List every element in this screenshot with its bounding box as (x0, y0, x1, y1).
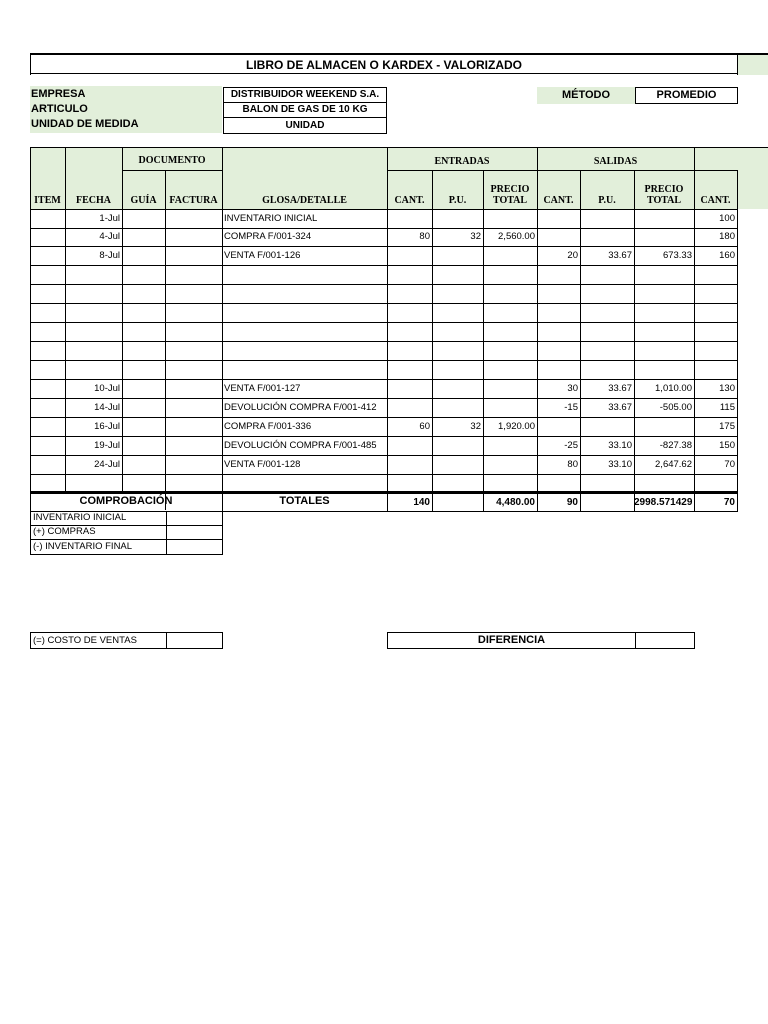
title-bar (30, 53, 768, 74)
cell-e-pu (432, 323, 483, 341)
cell-e-cant (387, 437, 432, 455)
articulo-label: ARTICULO (31, 103, 88, 115)
cell-saldo: 115 (719, 402, 735, 413)
cell-glosa: INVENTARIO INICIAL (224, 213, 318, 224)
header-entradas: ENTRADAS (434, 156, 490, 167)
cell-s-pu: 33.67 (608, 402, 632, 413)
cell-e-pu (432, 437, 483, 455)
cell-s-pu (580, 418, 634, 436)
cell-s-cant (537, 323, 580, 341)
cell-e-total (483, 210, 537, 228)
cell-fecha: 4-Jul (99, 231, 120, 242)
cell-e-total (483, 342, 537, 360)
cell-saldo: 100 (719, 213, 735, 224)
cell-s-total: 2,647.62 (655, 459, 692, 470)
unidad-value: UNIDAD (223, 117, 387, 134)
cell-e-total: 2,560.00 (498, 231, 535, 242)
cell-saldo (694, 342, 737, 360)
cell-s-total: 1,010.00 (655, 383, 692, 394)
header-glosa: GLOSA/DETALLE (262, 195, 347, 206)
cell-s-cant (537, 285, 580, 303)
cell-fecha: 10-Jul (94, 383, 120, 394)
cell-e-cant (387, 380, 432, 398)
cell-e-total (483, 323, 537, 341)
cell-s-pu (580, 210, 634, 228)
cell-e-pu (432, 304, 483, 322)
cell-e-pu (432, 266, 483, 284)
page-title: LIBRO DE ALMACEN O KARDEX - VALORIZADO (30, 55, 738, 75)
cell-s-total: -827.38 (659, 440, 692, 451)
comp-inventario-final: (-) INVENTARIO FINAL (33, 541, 133, 552)
header-factura: FACTURA (169, 195, 218, 206)
cell-s-pu: 33.67 (608, 250, 632, 261)
header-documento: DOCUMENTO (138, 155, 206, 166)
header-guia: GUÍA (130, 195, 157, 206)
cell-glosa (222, 285, 387, 303)
cell-s-total: 673.33 (662, 250, 692, 261)
comp-compras: (+) COMPRAS (33, 526, 96, 537)
total-salidas-cant: 90 (566, 497, 578, 508)
cell-s-pu (580, 304, 634, 322)
cell-saldo: 130 (719, 383, 735, 394)
cell-e-cant (387, 361, 432, 379)
cell-e-total (483, 380, 537, 398)
header-entradas-precio-line2: TOTAL (492, 195, 528, 206)
header-bottom-border (30, 209, 737, 210)
cell-e-pu: 32 (470, 421, 481, 432)
cell-s-total (634, 266, 694, 284)
cell-fecha (65, 323, 122, 341)
total-salidas-total: 2998.571429 (634, 497, 693, 508)
header-fecha: FECHA (76, 195, 111, 206)
header-salidas-precio-line2: TOTAL (646, 195, 682, 206)
cell-glosa (222, 361, 387, 379)
cell-e-cant (387, 210, 432, 228)
cell-s-cant (537, 342, 580, 360)
empresa-label: EMPRESA (31, 88, 86, 100)
cell-saldo: 175 (719, 421, 735, 432)
cell-s-total (634, 323, 694, 341)
cell-saldo (694, 266, 737, 284)
cell-fecha: 16-Jul (94, 421, 120, 432)
cell-saldo: 150 (719, 440, 735, 451)
costo-ventas-box (30, 632, 223, 649)
cell-e-pu (432, 380, 483, 398)
total-saldo-cant: 70 (723, 497, 735, 508)
cell-fecha (65, 304, 122, 322)
cell-s-pu (580, 361, 634, 379)
unidad-label: UNIDAD DE MEDIDA (31, 118, 139, 130)
header-entradas-precio-line1: PRECIO (490, 184, 530, 195)
header-salidas-pu: P.U. (598, 195, 616, 206)
cell-s-pu (580, 285, 634, 303)
cell-e-pu: 32 (470, 231, 481, 242)
cell-e-total (483, 399, 537, 417)
cell-e-total (483, 361, 537, 379)
cell-e-pu (432, 285, 483, 303)
cell-fecha (65, 361, 122, 379)
cell-e-total (483, 304, 537, 322)
header-entradas-precio (483, 184, 537, 208)
cell-glosa: COMPRA F/001-336 (224, 421, 312, 432)
cell-fecha (65, 342, 122, 360)
header-salidas-precio-line1: PRECIO (644, 184, 684, 195)
cell-e-total (483, 456, 537, 474)
cell-s-pu (580, 266, 634, 284)
cell-e-cant (387, 247, 432, 265)
cell-glosa (222, 342, 387, 360)
cell-saldo (694, 285, 737, 303)
cell-saldo: 180 (719, 231, 735, 242)
header-salidas-cant: CANT. (543, 195, 574, 206)
cell-s-cant (537, 304, 580, 322)
cell-e-pu (432, 361, 483, 379)
cell-e-cant (387, 285, 432, 303)
cell-s-total (634, 228, 694, 246)
cell-saldo: 70 (724, 459, 735, 470)
cell-glosa (222, 266, 387, 284)
cell-e-cant: 60 (419, 421, 430, 432)
header-entradas-cant: CANT. (394, 195, 425, 206)
cell-fecha: 8-Jul (99, 250, 120, 261)
cell-e-cant (387, 266, 432, 284)
cell-fecha (65, 266, 122, 284)
header-salidas: SALIDAS (593, 156, 638, 167)
cell-s-cant (537, 361, 580, 379)
cell-glosa: DEVOLUCIÓN COMPRA F/001-485 (224, 440, 377, 451)
diferencia-box (387, 632, 695, 649)
cell-s-pu: 33.10 (608, 440, 632, 451)
cell-s-cant: 80 (567, 459, 578, 470)
cell-e-total (483, 437, 537, 455)
cell-e-pu (432, 399, 483, 417)
cell-s-total (634, 210, 694, 228)
cell-s-total (634, 304, 694, 322)
cell-saldo: 160 (719, 250, 735, 261)
comp-inventario-inicial: INVENTARIO INICIAL (33, 512, 127, 523)
cell-s-total (634, 361, 694, 379)
cell-s-pu: 33.10 (608, 459, 632, 470)
cell-fecha: 24-Jul (94, 459, 120, 470)
cell-fecha: 14-Jul (94, 402, 120, 413)
cell-e-pu (432, 342, 483, 360)
cell-e-cant (387, 304, 432, 322)
comprobacion-table (30, 511, 223, 555)
cell-s-total (634, 342, 694, 360)
cell-e-pu (432, 456, 483, 474)
cell-s-pu (580, 342, 634, 360)
cell-s-cant (537, 228, 580, 246)
cell-e-cant (387, 456, 432, 474)
cell-glosa (222, 304, 387, 322)
total-entradas-total: 4,480.00 (496, 497, 535, 508)
cell-s-cant: -25 (564, 440, 578, 451)
cell-saldo (694, 304, 737, 322)
header-saldo-cant: CANT. (700, 195, 731, 206)
total-entradas-cant: 140 (413, 497, 430, 508)
cell-glosa: VENTA F/001-128 (224, 459, 301, 470)
cell-e-total (483, 285, 537, 303)
header-item: ITEM (34, 195, 61, 206)
cell-s-cant (537, 266, 580, 284)
cell-glosa: VENTA F/001-126 (224, 250, 301, 261)
cell-saldo (694, 361, 737, 379)
articulo-value: BALON DE GAS DE 10 KG (223, 102, 387, 118)
header-salidas-precio (634, 184, 694, 208)
cell-s-cant: 30 (567, 383, 578, 394)
metodo-label: MÉTODO (537, 87, 635, 104)
cell-glosa: DEVOLUCIÓN COMPRA F/001-412 (224, 402, 377, 413)
cell-e-pu (432, 210, 483, 228)
cell-e-pu (432, 247, 483, 265)
costo-ventas-label: (=) COSTO DE VENTAS (33, 635, 137, 646)
cell-fecha: 19-Jul (94, 440, 120, 451)
cell-e-total: 1,920.00 (498, 421, 535, 432)
comprobacion-label: COMPROBACIÓN (79, 495, 173, 507)
cell-glosa (222, 323, 387, 341)
cell-e-cant (387, 342, 432, 360)
cell-e-total (483, 266, 537, 284)
cell-s-cant (537, 210, 580, 228)
cell-e-cant (387, 323, 432, 341)
cell-glosa: COMPRA F/001-324 (224, 231, 312, 242)
cell-e-total (483, 247, 537, 265)
totales-label: TOTALES (279, 495, 330, 507)
diferencia-label: DIFERENCIA (477, 634, 546, 646)
header-entradas-pu: P.U. (448, 195, 467, 206)
cell-s-cant: 20 (567, 250, 578, 261)
cell-saldo (694, 323, 737, 341)
cell-fecha (65, 285, 122, 303)
cell-s-cant: -15 (564, 402, 578, 413)
cell-s-pu (580, 228, 634, 246)
cell-fecha: 1-Jul (99, 213, 120, 224)
metodo-value: PROMEDIO (635, 87, 738, 104)
cell-s-pu (580, 323, 634, 341)
cell-s-total (634, 418, 694, 436)
cell-s-pu: 33.67 (608, 383, 632, 394)
empresa-value: DISTRIBUIDOR WEEKEND S.A. (223, 87, 387, 103)
cell-s-total (634, 285, 694, 303)
cell-s-cant (537, 418, 580, 436)
cell-s-total: -505.00 (659, 402, 692, 413)
cell-e-cant (387, 399, 432, 417)
cell-e-cant: 80 (419, 231, 430, 242)
cell-glosa: VENTA F/001-127 (224, 383, 301, 394)
